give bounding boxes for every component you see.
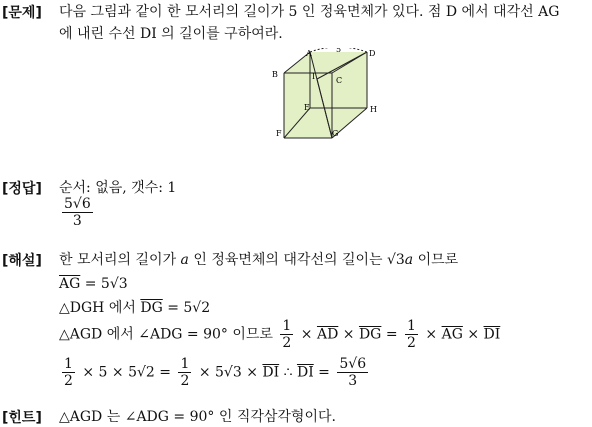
solution-line-5: $\frac{1}{2}$ × 5 × 5√2 = $\frac{1}{2}$ × $5√3 \times \overline{DI}$ ∴ $\overline{DI}$ = $\frac{5√6}{3}$ <box>64 356 367 389</box>
problem-label: [문제] <box>2 5 42 21</box>
label-g: G <box>332 129 339 138</box>
solution-line-4: △AGD 에서 ∠ADG = 90° 이므로 $\frac{1}{2}$ × $\overline{AD} \times \overline{DG}$ = $\frac{1}{2}$ × $\overline{AG} \times \overline{DI}$ <box>59 318 501 351</box>
label-d: D <box>369 49 376 58</box>
answer-fraction <box>62 196 93 229</box>
answer-meta: 순서: 없음, 갯수: 1 <box>59 180 177 196</box>
label-a: A <box>306 49 312 58</box>
label-i: I <box>312 72 316 81</box>
hint-label: [힌트] <box>2 410 42 426</box>
answer-label: [정답] <box>2 181 42 197</box>
label-b: B <box>272 70 278 79</box>
solution-line-3: △DGH 에서 $\overline{DG} = 5√2$ <box>59 300 211 316</box>
hint-text: △AGD 는 ∠ADG = 90° 인 직각삼각형이다. <box>59 409 336 425</box>
solution-line-2: $\overline{AG} = 5√3$ <box>59 276 128 292</box>
label-c: C <box>336 76 343 85</box>
label-top-edge: 5 <box>336 48 342 54</box>
solution-line-1: 한 모서리의 길이가 a 인 정육면체의 대각선의 길이는 √3a 이므로 <box>59 252 459 268</box>
problem-line-1: 다음 그림과 같이 한 모서리의 길이가 5 인 정육면체가 있다. 점 D 에서 대각선 AG <box>59 4 560 20</box>
cube-figure <box>270 48 390 140</box>
label-e: E <box>304 103 310 112</box>
answer-numerator: 5√6 <box>64 196 91 212</box>
label-h: H <box>370 105 377 114</box>
problem-line-2: 에 내린 수선 DI 의 길이를 구하여라. <box>59 26 283 42</box>
solution-label: [해설] <box>2 253 42 269</box>
answer-value <box>59 196 96 229</box>
label-f: F <box>276 129 282 138</box>
answer-denominator: 3 <box>72 213 82 229</box>
